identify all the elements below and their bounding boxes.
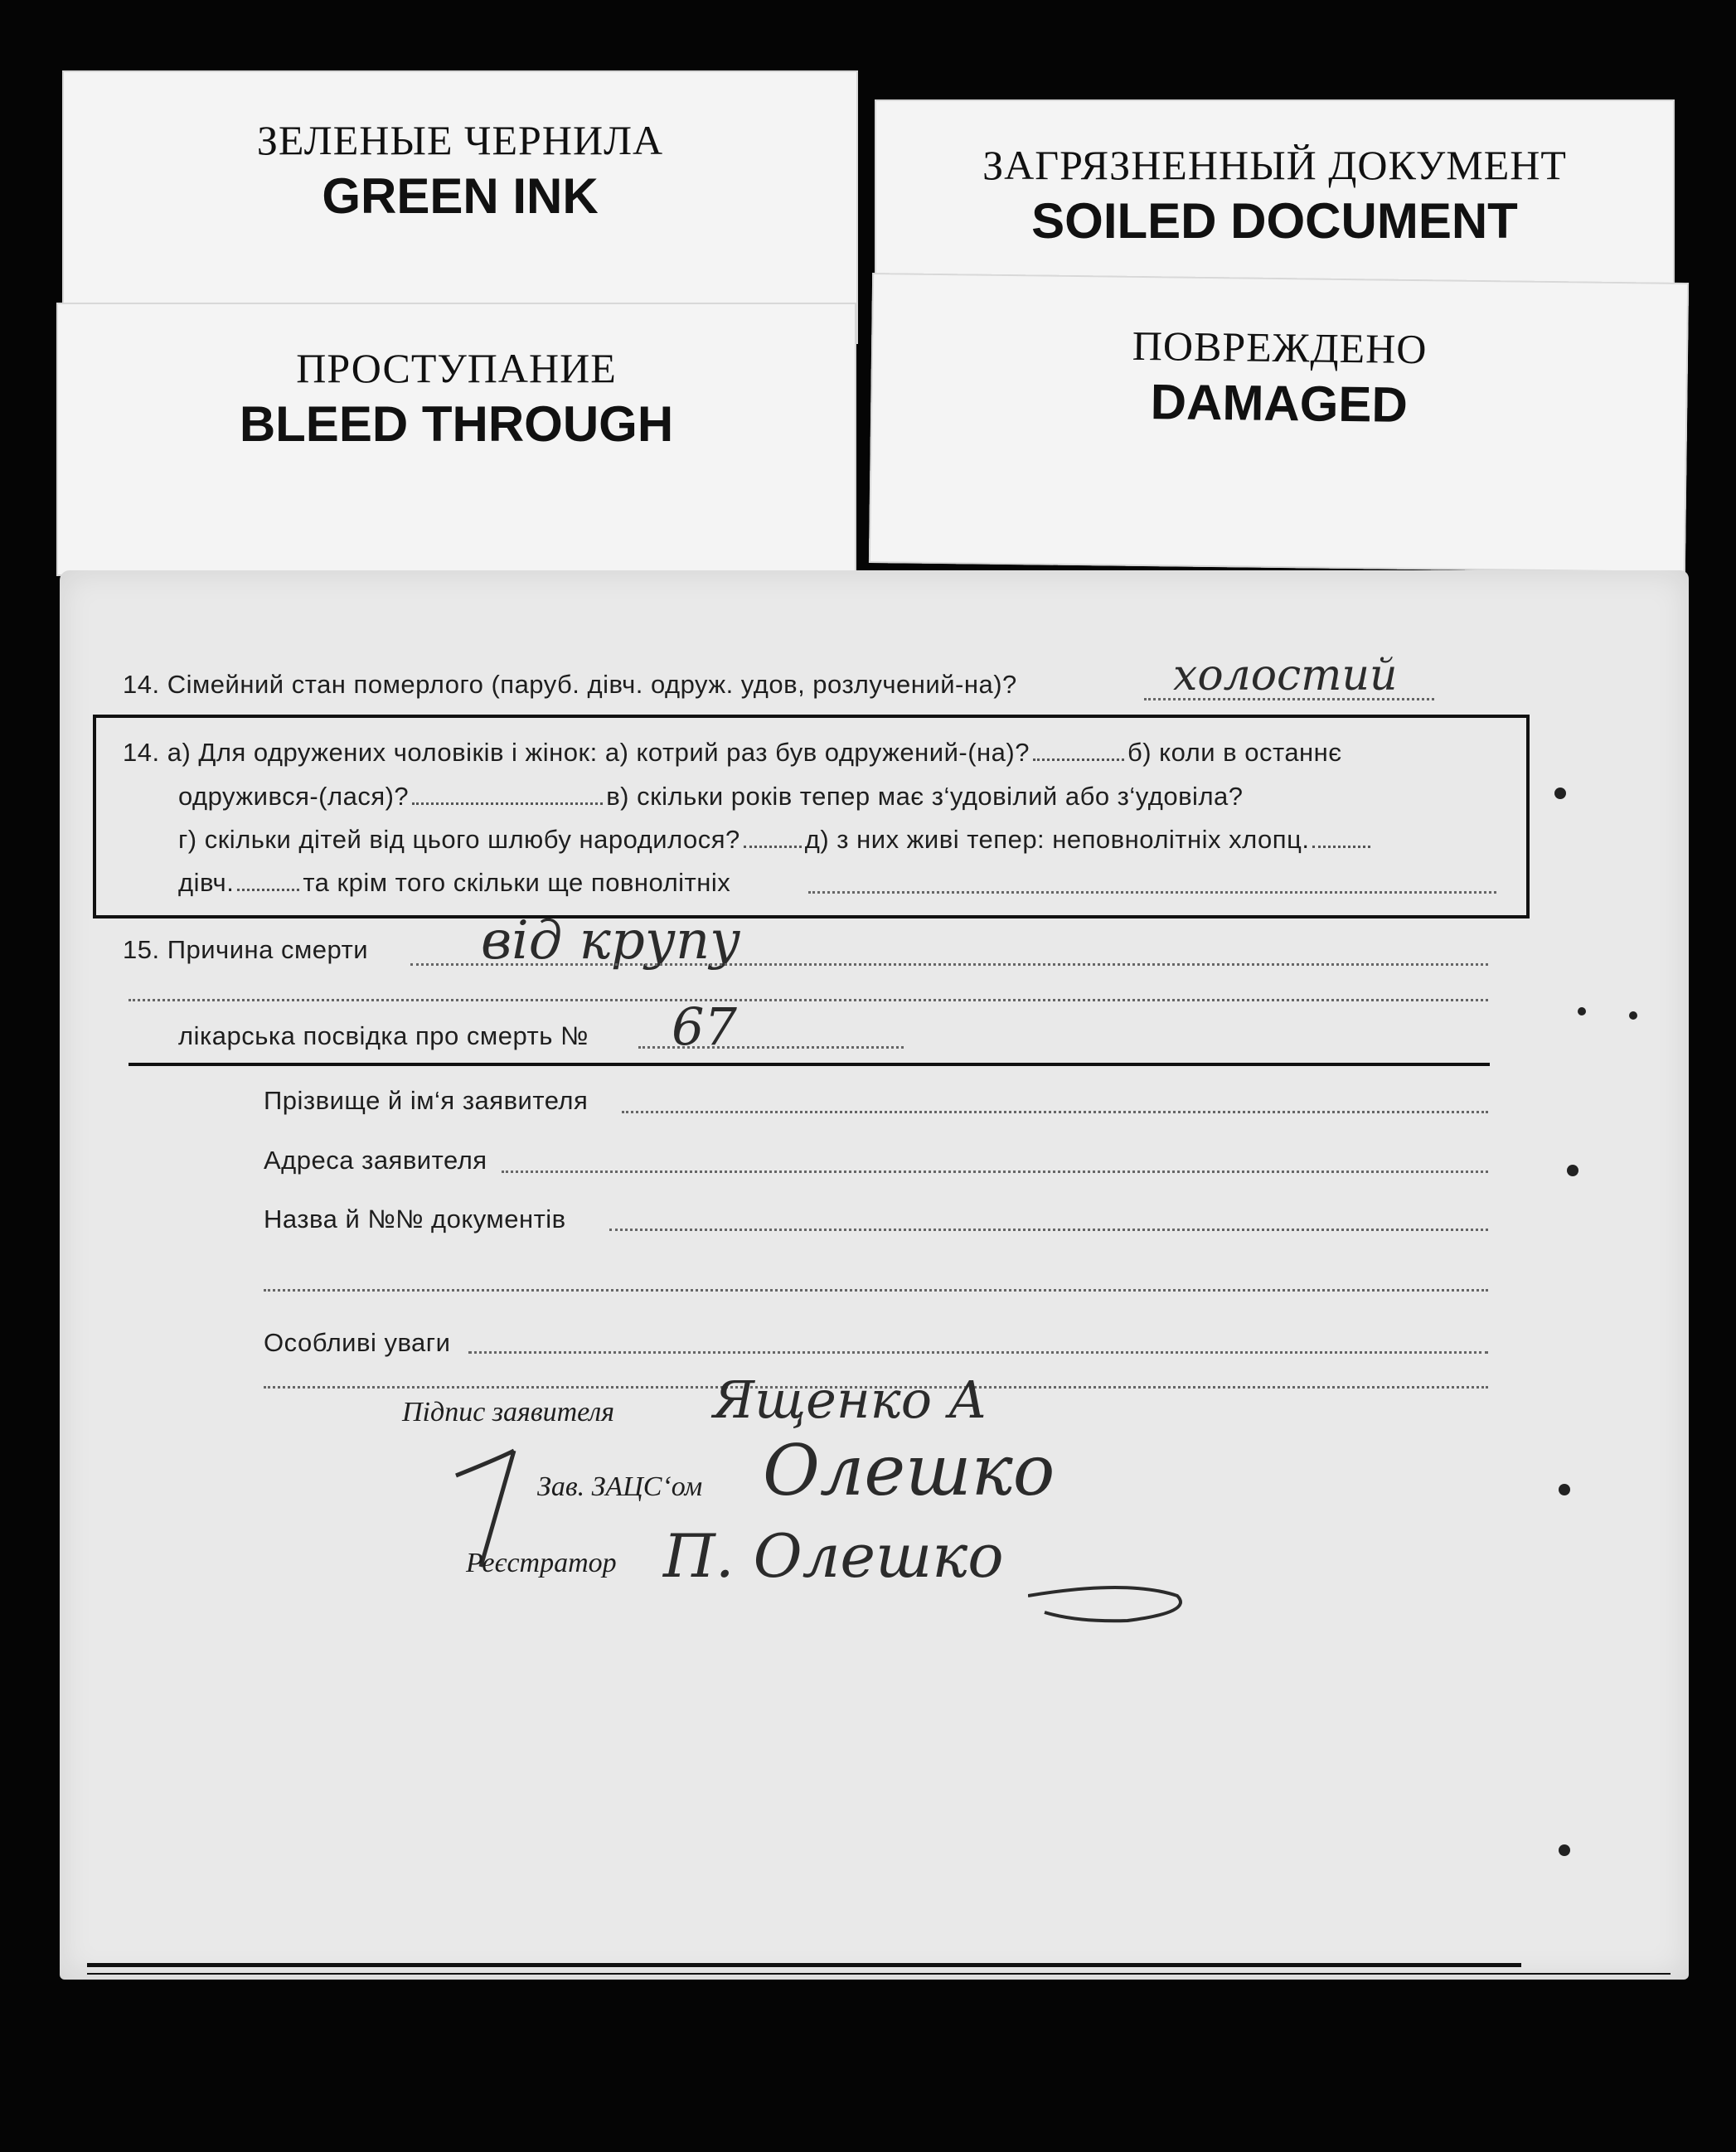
documents-line-2 bbox=[264, 1289, 1488, 1292]
green-ink-label-ru: ЗЕЛЕНЫЕ ЧЕРНИЛА bbox=[256, 117, 664, 163]
soiled-label-en: SOILED DOCUMENT bbox=[1031, 193, 1518, 249]
punch-hole bbox=[1559, 1484, 1570, 1495]
certificate-line bbox=[638, 1046, 904, 1049]
head-of-registry-label: Зав. ЗАЦС‘ом bbox=[537, 1471, 703, 1502]
bleed-through-label-card bbox=[56, 303, 856, 576]
applicant-name-label: Прізвище й ім‘я заявителя bbox=[264, 1086, 589, 1115]
q14a-line3-label: г) скільки дітей від цього шлюбу народилося? д) з них живі тепер: неповнолітніх хлопц. bbox=[178, 825, 1374, 855]
documents-label: Назва й №№ документів bbox=[264, 1204, 566, 1234]
applicant-name-line bbox=[622, 1111, 1488, 1113]
damaged-label-en: DAMAGED bbox=[1150, 374, 1409, 433]
q14a-adults-line bbox=[808, 891, 1496, 894]
q15-cause-of-death-label: 15. Причина смерти bbox=[123, 935, 369, 964]
bottom-rule-thin bbox=[87, 1973, 1671, 1975]
documents-line bbox=[609, 1229, 1488, 1231]
q14-marital-status-label: 14. Сімейний стан померлого (паруб. дівч. одруж. удов, розлучений-на)? bbox=[123, 670, 1017, 699]
punch-hole bbox=[1559, 1844, 1570, 1856]
registrar-signature-flourish bbox=[1028, 1563, 1194, 1629]
q14a-line2-label: одружився-(лася)? в) скільки років тепер має з‘удовілий або з‘удовіла? bbox=[178, 782, 1244, 811]
punch-hole bbox=[1578, 1007, 1586, 1015]
q15-cause-line bbox=[410, 963, 1488, 966]
applicant-address-label: Адреса заявителя bbox=[264, 1146, 487, 1175]
q15-cause-of-death-answer: від крупу bbox=[481, 910, 741, 972]
q15-cause-line-2 bbox=[129, 999, 1488, 1001]
q14-answer-line bbox=[1144, 698, 1434, 700]
damaged-label-card bbox=[869, 273, 1689, 573]
q14a-line4-label: дівч. та крім того скільки ще повнолітніх bbox=[178, 868, 731, 897]
punch-hole bbox=[1629, 1011, 1637, 1020]
bleed-label-ru: ПРОСТУПАНИЕ bbox=[296, 345, 617, 391]
remarks-label: Особливі уваги bbox=[264, 1328, 451, 1357]
q14-marital-status-answer: холостий bbox=[1173, 651, 1398, 700]
green-ink-label-en: GREEN INK bbox=[322, 168, 599, 224]
punch-hole bbox=[1567, 1165, 1578, 1176]
bottom-rule bbox=[87, 1963, 1521, 1967]
applicant-signature-label: Підпис заявителя bbox=[402, 1397, 615, 1427]
damaged-label-ru: ПОВРЕЖДЕНО bbox=[1132, 322, 1428, 373]
registrar-signature: П. Олешко bbox=[663, 1521, 1004, 1591]
applicant-signature: Ященко А bbox=[713, 1369, 987, 1430]
applicant-address-line bbox=[502, 1171, 1488, 1173]
bleed-label-en: BLEED THROUGH bbox=[239, 396, 674, 452]
punch-hole bbox=[1554, 788, 1566, 799]
registrar-label: Реєстратор bbox=[466, 1548, 617, 1578]
section-divider bbox=[129, 1063, 1490, 1066]
soiled-label-ru: ЗАГРЯЗНЕННЫЙ ДОКУМЕНТ bbox=[982, 142, 1567, 188]
medical-certificate-number: 67 bbox=[672, 996, 737, 1057]
remarks-line bbox=[468, 1351, 1488, 1354]
head-of-registry-signature: Олешко bbox=[763, 1430, 1055, 1511]
medical-certificate-label: лікарська посвідка про смерть № bbox=[178, 1021, 589, 1050]
q14a-line1-label: 14. а) Для одружених чоловіків і жінок: а) котрий раз був одружений-(на)? б) коли в останнє bbox=[123, 738, 1342, 767]
